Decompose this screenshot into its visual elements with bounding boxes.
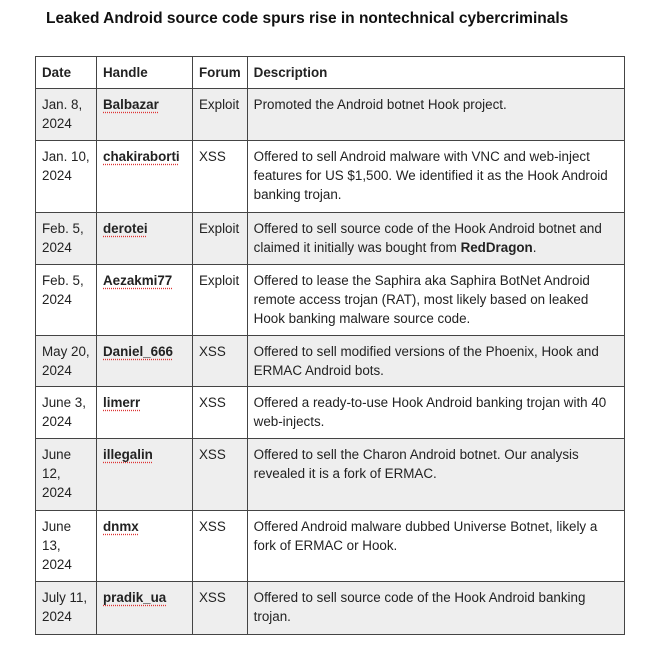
header-handle: Handle bbox=[97, 57, 193, 89]
page-title: Leaked Android source code spurs rise in nontechnical cybercriminals bbox=[46, 10, 569, 27]
forum-cell bbox=[193, 141, 248, 213]
handle-text: Daniel_666 bbox=[103, 344, 173, 359]
handle-cell bbox=[97, 89, 193, 141]
handle-text: pradik_ua bbox=[103, 590, 167, 605]
table-row bbox=[36, 336, 625, 387]
forum-text: XSS bbox=[199, 590, 226, 605]
forum-text: XSS bbox=[199, 149, 226, 164]
date-cell bbox=[36, 89, 97, 141]
desc-text: Offered a ready-to-use Hook Android banking trojan with 40 web-injects. bbox=[253, 395, 607, 429]
date-cell bbox=[36, 387, 97, 439]
handle-cell bbox=[97, 336, 193, 387]
table-row bbox=[36, 387, 625, 439]
date-text: Feb. 5, 2024 bbox=[42, 273, 84, 307]
desc-end: . bbox=[532, 240, 537, 255]
table-row bbox=[36, 213, 625, 265]
cybercriminals-table bbox=[35, 56, 625, 635]
forum-cell bbox=[193, 511, 248, 582]
table-row bbox=[36, 439, 625, 511]
date-cell bbox=[36, 213, 97, 265]
handle-text: Aezakmi77 bbox=[103, 273, 173, 288]
forum-text: Exploit bbox=[199, 97, 240, 112]
table-row bbox=[36, 582, 625, 635]
description-cell bbox=[247, 336, 624, 387]
date-cell bbox=[36, 582, 97, 635]
header-forum: Forum bbox=[193, 57, 248, 89]
forum-cell bbox=[193, 582, 248, 635]
desc-text: Offered to sell modified versions of the Phoenix, Hook and ERMAC Android bots. bbox=[253, 344, 599, 378]
desc-text: Offered to sell Android malware with VNC and web-inject features for US $1,500. We identified it as the Hook Android banking trojan. bbox=[253, 149, 608, 202]
handle-cell bbox=[97, 582, 193, 635]
table-header-row bbox=[36, 57, 625, 89]
handle-text: chakiraborti bbox=[103, 149, 180, 164]
date-text: June 13, 2024 bbox=[42, 519, 72, 572]
date-cell bbox=[36, 336, 97, 387]
desc-text: Offered Android malware dubbed Universe Botnet, likely a fork of ERMAC or Hook. bbox=[253, 519, 598, 553]
table-row bbox=[36, 141, 625, 213]
date-text: July 11, 2024 bbox=[42, 590, 88, 624]
description-cell bbox=[247, 89, 624, 141]
description-cell bbox=[247, 387, 624, 439]
description-cell bbox=[247, 265, 624, 336]
date-text: Feb. 5, 2024 bbox=[42, 221, 84, 255]
forum-text: XSS bbox=[199, 395, 226, 410]
forum-cell bbox=[193, 213, 248, 265]
table-row bbox=[36, 89, 625, 141]
forum-cell bbox=[193, 387, 248, 439]
description-cell bbox=[247, 439, 624, 511]
desc-text: Offered to sell source code of the Hook Android banking trojan. bbox=[253, 590, 586, 624]
date-text: May 20, 2024 bbox=[42, 344, 90, 378]
table-row bbox=[36, 511, 625, 582]
forum-text: XSS bbox=[199, 344, 226, 359]
table-row bbox=[36, 265, 625, 336]
date-cell bbox=[36, 141, 97, 213]
handle-text: derotei bbox=[103, 221, 148, 236]
date-text: June 12, 2024 bbox=[42, 447, 72, 500]
handle-cell bbox=[97, 387, 193, 439]
date-text: Jan. 10, 2024 bbox=[42, 149, 90, 183]
forum-text: Exploit bbox=[199, 273, 240, 288]
desc-text: Offered to sell the Charon Android botnet. Our analysis revealed it is a fork of ERMAC. bbox=[253, 447, 579, 481]
forum-cell bbox=[193, 89, 248, 141]
handle-cell bbox=[97, 439, 193, 511]
date-text: June 3, 2024 bbox=[42, 395, 86, 429]
forum-text: XSS bbox=[199, 447, 226, 462]
date-cell bbox=[36, 511, 97, 582]
forum-text: Exploit bbox=[199, 221, 240, 236]
header-description: Description bbox=[247, 57, 624, 89]
forum-cell bbox=[193, 265, 248, 336]
desc-text: Offered to lease the Saphira aka Saphira BotNet Android remote access trojan (RAT), most likely based on leaked Hook banking malware source code. bbox=[253, 273, 590, 326]
date-text: Jan. 8, 2024 bbox=[42, 97, 83, 131]
date-cell bbox=[36, 265, 97, 336]
forum-cell bbox=[193, 439, 248, 511]
description-cell bbox=[247, 213, 624, 265]
handle-text: illegalin bbox=[103, 447, 153, 462]
bold-name: RedDragon bbox=[460, 240, 533, 255]
description-cell bbox=[247, 511, 624, 582]
handle-cell bbox=[97, 141, 193, 213]
forum-cell bbox=[193, 336, 248, 387]
desc-text: Offered to sell source code of the Hook Android botnet and claimed it initially was bought from bbox=[253, 221, 602, 255]
handle-text: limerr bbox=[103, 395, 141, 410]
header-date: Date bbox=[36, 57, 97, 89]
handle-cell bbox=[97, 213, 193, 265]
description-cell bbox=[247, 141, 624, 213]
description-cell bbox=[247, 582, 624, 635]
handle-text: dnmx bbox=[103, 519, 139, 534]
handle-text: Balbazar bbox=[103, 97, 159, 112]
handle-cell bbox=[97, 265, 193, 336]
desc-text: Promoted the Android botnet Hook project. bbox=[253, 97, 507, 112]
forum-text: XSS bbox=[199, 519, 226, 534]
handle-cell bbox=[97, 511, 193, 582]
date-cell bbox=[36, 439, 97, 511]
